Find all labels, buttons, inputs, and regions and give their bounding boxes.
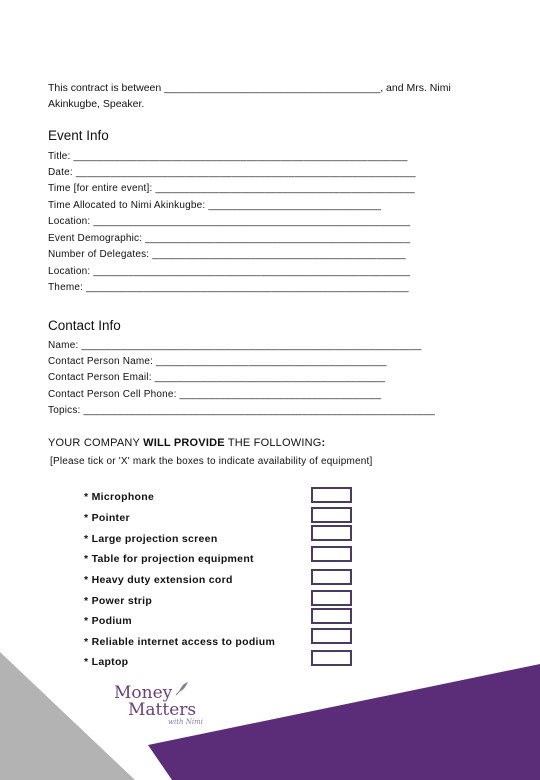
event-field-time-allocated[interactable]: Time Allocated to Nimi Akinkugbe: ______________________________ — [48, 200, 382, 211]
contact-field-name[interactable]: Name: ___________________________________________________________ — [48, 340, 422, 351]
checkbox-laptop[interactable] — [311, 650, 352, 666]
provide-prefix: YOUR COMPANY — [48, 437, 144, 449]
event-field-delegates[interactable]: Number of Delegates: ____________________________________________ — [48, 249, 406, 260]
event-field-title[interactable]: Title: __________________________________________________________ — [48, 151, 408, 162]
equipment-item-microphone: * Microphone — [84, 491, 155, 503]
contract-intro — [48, 80, 488, 112]
contract-intro-line-2: Akinkugbe, Speaker. — [48, 98, 145, 110]
event-info-heading: Event Info — [48, 128, 109, 143]
equipment-item-podium: * Podium — [84, 615, 132, 627]
contact-field-cell-phone[interactable]: Contact Person Cell Phone: ___________________________________ — [48, 389, 382, 400]
checkbox-podium[interactable] — [311, 608, 352, 624]
provide-heading — [48, 437, 325, 449]
contact-field-email[interactable]: Contact Person Email: ________________________________________ — [48, 372, 386, 383]
checkbox-pointer[interactable] — [311, 507, 352, 523]
provide-colon: : — [321, 437, 326, 449]
contact-info-heading: Contact Info — [48, 318, 121, 333]
money-matters-logo — [110, 683, 210, 733]
event-field-demographic[interactable]: Event Demographic: ______________________________________________ — [48, 233, 411, 244]
equipment-item-laptop: * Laptop — [84, 656, 129, 668]
equipment-item-projection-table: * Table for projection equipment — [84, 553, 254, 565]
checkbox-internet[interactable] — [311, 628, 352, 644]
contact-field-topics[interactable]: Topics: _____________________________________________________________ — [48, 405, 435, 416]
checkbox-extension-cord[interactable] — [311, 569, 352, 585]
logo-feather-icon — [174, 681, 190, 697]
provide-note: [Please tick or 'X' mark the boxes to indicate availability of equipment] — [50, 456, 373, 467]
logo-tagline: with Nimi — [168, 718, 204, 726]
event-field-theme[interactable]: Theme: ________________________________________________________ — [48, 282, 409, 293]
checkbox-power-strip[interactable] — [311, 590, 352, 606]
logo-line-2: Matters — [128, 700, 197, 720]
equipment-item-projection-screen: * Large projection screen — [84, 533, 218, 545]
equipment-item-pointer: * Pointer — [84, 512, 130, 524]
event-field-time[interactable]: Time [for entire event]: _____________________________________________ — [48, 183, 415, 194]
event-field-location[interactable]: Location: _______________________________________________________ — [48, 216, 411, 227]
equipment-item-internet: * Reliable internet access to podium — [84, 636, 276, 648]
equipment-item-extension-cord: * Heavy duty extension cord — [84, 574, 233, 586]
event-field-location-2[interactable]: Location: _______________________________________________________ — [48, 266, 411, 277]
logo-line-1: Money — [114, 683, 173, 703]
equipment-item-power-strip: * Power strip — [84, 595, 153, 607]
provide-bold: WILL PROVIDE — [143, 437, 225, 449]
contract-intro-line-1: This contract is between _____________________________________, and Mrs. Nimi — [48, 82, 451, 94]
contact-field-person-name[interactable]: Contact Person Name: ________________________________________ — [48, 356, 387, 367]
checkbox-projection-table[interactable] — [311, 546, 352, 562]
event-field-date[interactable]: Date: ___________________________________________________________ — [48, 167, 416, 178]
checkbox-projection-screen[interactable] — [311, 525, 352, 541]
provide-suffix: THE FOLLOWING — [224, 437, 322, 449]
checkbox-microphone[interactable] — [311, 487, 352, 503]
